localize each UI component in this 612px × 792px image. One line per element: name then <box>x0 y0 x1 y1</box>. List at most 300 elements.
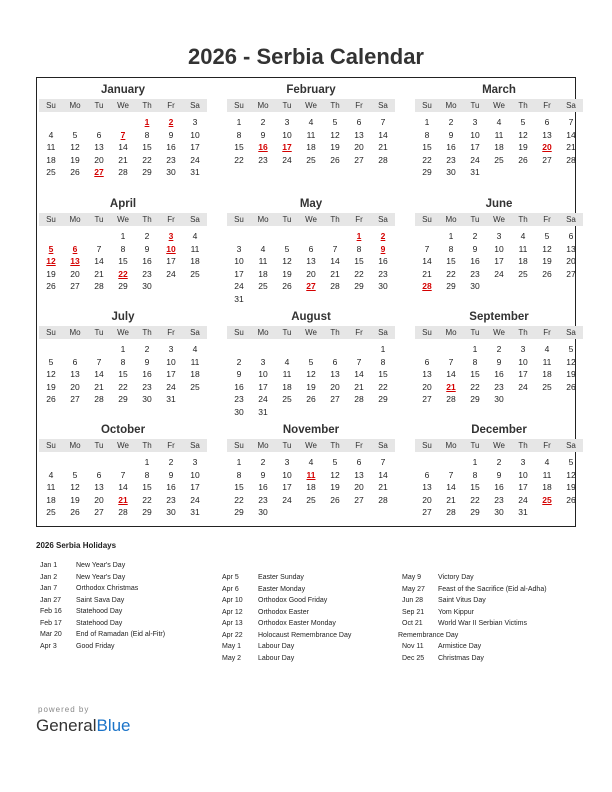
day-cell: 8 <box>120 356 126 367</box>
day-cell: 2 <box>260 117 266 127</box>
day-cell: 26 <box>46 394 56 404</box>
day-cell: 9 <box>168 129 174 140</box>
holiday-name: End of Ramadan (Eid al-Fitr) <box>76 631 166 638</box>
holiday-date: Mar 20 <box>40 631 62 638</box>
day-cell: 29 <box>118 281 128 291</box>
day-cell: 3 <box>236 243 242 254</box>
weekday-label: Th <box>142 328 152 337</box>
day-cell: 30 <box>470 281 480 291</box>
day-cell: 26 <box>566 381 576 392</box>
day-cell: 16 <box>142 369 152 379</box>
day-cell: 5 <box>332 457 338 467</box>
weekday-label: Fr <box>167 101 175 110</box>
weekday-label: Mo <box>445 328 457 337</box>
day-cell: 22 <box>470 494 480 505</box>
day-cell: 27 <box>542 154 552 165</box>
day-cell: 6 <box>424 356 430 367</box>
day-cell: 12 <box>566 469 576 480</box>
weekday-label: Tu <box>470 101 480 110</box>
day-cell: 23 <box>166 154 176 165</box>
day-cell: 5 <box>48 356 54 367</box>
day-cell: 26 <box>282 281 292 291</box>
day-cell: 17 <box>518 482 528 492</box>
day-cell: 4 <box>544 344 550 354</box>
day-cell: 24 <box>258 394 268 404</box>
weekday-label: We <box>117 215 129 224</box>
day-cell: 1 <box>380 344 386 354</box>
day-cell: 2 <box>260 457 266 467</box>
holiday-name: Saint Sava Day <box>76 596 125 604</box>
day-cell: 20 <box>354 482 364 492</box>
day-cell: 1 <box>448 231 454 241</box>
month-name: June <box>485 198 513 210</box>
weekday-label: We <box>493 441 505 450</box>
weekday-label: Mo <box>257 441 269 450</box>
weekday-label: Su <box>46 215 56 224</box>
day-cell: 5 <box>72 129 78 140</box>
weekday-label: Sa <box>566 441 576 450</box>
day-cell: 26 <box>542 268 552 279</box>
day-cell: 23 <box>258 154 268 165</box>
day-cell: 31 <box>234 293 244 304</box>
day-cell: 25 <box>306 154 316 165</box>
day-cell: 19 <box>330 482 340 492</box>
day-cell: 21 <box>566 142 576 152</box>
day-cell: 17 <box>190 142 200 152</box>
day-cell: 15 <box>234 142 244 152</box>
day-cell: 15 <box>422 142 432 152</box>
day-cell: 27 <box>354 494 364 505</box>
holiday-day-cell: 20 <box>542 142 552 152</box>
day-cell: 18 <box>190 369 200 379</box>
weekday-label: Sa <box>566 101 576 110</box>
day-cell: 8 <box>120 243 126 254</box>
weekday-header <box>415 213 583 226</box>
day-cell: 14 <box>446 482 456 492</box>
day-cell: 24 <box>282 154 292 165</box>
day-cell: 22 <box>118 381 128 392</box>
weekday-label: We <box>305 441 317 450</box>
day-cell: 11 <box>542 356 552 367</box>
month-name: October <box>100 424 146 436</box>
weekday-label: Sa <box>378 101 388 110</box>
day-cell: 25 <box>46 167 56 177</box>
holiday-name: Orthodox Easter Monday <box>258 620 336 627</box>
holiday-name: Easter Monday <box>258 585 306 593</box>
day-cell: 24 <box>234 281 244 291</box>
holiday-date: May 9 <box>402 574 422 581</box>
day-cell: 12 <box>330 129 340 140</box>
holiday-date: Jan 2 <box>40 573 58 581</box>
day-cell: 26 <box>518 154 528 165</box>
day-cell: 2 <box>144 344 150 354</box>
holiday-name: Christmas Day <box>438 654 484 662</box>
day-cell: 15 <box>446 256 456 266</box>
month-december <box>415 418 583 530</box>
day-cell: 18 <box>542 482 552 492</box>
day-cell: 25 <box>494 154 504 165</box>
day-cell: 11 <box>494 129 504 140</box>
day-cell: 29 <box>234 507 244 517</box>
day-cell: 8 <box>424 129 430 140</box>
day-cell: 3 <box>192 457 198 467</box>
day-cell: 11 <box>518 243 528 254</box>
weekday-label: Su <box>422 215 432 224</box>
day-cell: 9 <box>144 243 150 254</box>
day-cell: 14 <box>118 142 128 152</box>
weekday-label: Th <box>518 215 528 224</box>
holiday-day-cell: 3 <box>168 231 174 241</box>
day-cell: 19 <box>46 381 56 392</box>
day-cell: 22 <box>234 494 244 505</box>
weekday-header <box>227 326 395 339</box>
day-cell: 3 <box>472 117 478 127</box>
day-cell: 23 <box>494 381 504 392</box>
day-cell: 23 <box>142 381 152 392</box>
day-cell: 13 <box>354 129 364 140</box>
weekday-label: Mo <box>257 215 269 224</box>
day-cell: 17 <box>166 256 176 266</box>
day-cell: 23 <box>166 494 176 505</box>
day-cell: 27 <box>330 394 340 404</box>
holiday-day-cell: 1 <box>356 231 362 241</box>
day-cell: 20 <box>422 494 432 505</box>
day-cell: 2 <box>472 231 478 241</box>
day-cell: 11 <box>542 469 552 480</box>
holiday-day-cell: 21 <box>118 494 128 505</box>
day-cell: 21 <box>94 268 104 279</box>
weekday-label: We <box>493 215 505 224</box>
holiday-name: Statehood Day <box>76 619 123 627</box>
holiday-day-cell: 2 <box>380 231 386 241</box>
day-cell: 16 <box>378 256 388 266</box>
day-cell: 25 <box>542 381 552 392</box>
month-november <box>227 418 395 530</box>
day-cell: 28 <box>378 494 388 505</box>
day-cell: 12 <box>282 256 292 266</box>
day-cell: 16 <box>142 256 152 266</box>
day-cell: 22 <box>142 494 152 505</box>
weekday-label: Sa <box>378 441 388 450</box>
logo-general-text: General <box>36 716 97 735</box>
day-cell: 30 <box>234 406 244 417</box>
day-cell: 20 <box>70 268 80 279</box>
month-name: December <box>471 424 527 436</box>
month-name: September <box>469 311 529 323</box>
weekday-label: Fr <box>543 101 551 110</box>
day-cell: 18 <box>282 381 292 392</box>
generalblue-logo[interactable] <box>36 716 131 736</box>
day-cell: 8 <box>448 243 454 254</box>
day-cell: 20 <box>306 268 316 279</box>
day-cell: 25 <box>306 494 316 505</box>
day-cell: 3 <box>520 344 526 354</box>
day-cell: 6 <box>356 117 362 127</box>
holiday-day-cell: 5 <box>48 243 54 254</box>
day-cell: 23 <box>258 494 268 505</box>
day-cell: 6 <box>544 117 550 127</box>
weekday-label: We <box>117 441 129 450</box>
day-cell: 14 <box>94 256 104 266</box>
day-cell: 30 <box>378 281 388 291</box>
day-cell: 29 <box>378 394 388 404</box>
day-cell: 13 <box>566 243 576 254</box>
day-cell: 22 <box>470 381 480 392</box>
day-cell: 31 <box>190 167 200 177</box>
day-cell: 18 <box>518 256 528 266</box>
day-cell: 19 <box>282 268 292 279</box>
month-february <box>227 78 395 190</box>
weekday-label: Sa <box>190 101 200 110</box>
weekday-label: Mo <box>257 328 269 337</box>
day-cell: 7 <box>424 243 430 254</box>
weekday-label: Su <box>46 441 56 450</box>
holiday-day-cell: 11 <box>306 469 316 480</box>
holiday-name: Yom Kippur <box>438 608 474 616</box>
month-name: August <box>291 311 331 323</box>
holiday-name: Orthodox Christmas <box>76 585 139 592</box>
holiday-date: Apr 13 <box>222 620 243 627</box>
month-name: May <box>299 198 323 210</box>
day-cell: 17 <box>282 482 292 492</box>
day-cell: 17 <box>190 482 200 492</box>
day-cell: 10 <box>494 243 504 254</box>
day-cell: 22 <box>354 268 364 279</box>
day-cell: 26 <box>70 507 80 517</box>
day-cell: 2 <box>496 457 502 467</box>
day-cell: 10 <box>518 469 528 480</box>
day-cell: 17 <box>166 369 176 379</box>
day-cell: 10 <box>282 129 292 140</box>
day-cell: 18 <box>494 142 504 152</box>
day-cell: 4 <box>520 231 526 241</box>
holiday-name: Armistice Day <box>438 643 482 650</box>
holiday-date: Feb 16 <box>40 608 62 615</box>
day-cell: 8 <box>144 469 150 480</box>
day-cell: 29 <box>354 281 364 291</box>
day-cell: 6 <box>356 457 362 467</box>
weekday-label: Sa <box>566 215 576 224</box>
weekday-label: Th <box>518 441 528 450</box>
weekday-label: Fr <box>167 441 175 450</box>
day-cell: 5 <box>72 469 78 480</box>
day-cell: 2 <box>168 457 174 467</box>
day-cell: 29 <box>422 167 432 177</box>
day-cell: 12 <box>306 369 316 379</box>
weekday-label: Th <box>518 328 528 337</box>
day-cell: 13 <box>422 369 432 379</box>
holiday-name: Orthodox Easter <box>258 608 309 616</box>
day-cell: 30 <box>446 167 456 177</box>
day-cell: 31 <box>190 507 200 517</box>
day-cell: 18 <box>542 369 552 379</box>
day-cell: 26 <box>330 154 340 165</box>
weekday-header <box>415 326 583 339</box>
day-cell: 27 <box>566 268 576 279</box>
weekday-label: Tu <box>470 441 480 450</box>
holidays-heading: 2026 Serbia Holidays <box>36 541 117 550</box>
day-cell: 10 <box>518 356 528 367</box>
day-cell: 12 <box>566 356 576 367</box>
day-cell: 4 <box>48 469 54 480</box>
weekday-label: Sa <box>190 441 200 450</box>
day-cell: 13 <box>542 129 552 140</box>
day-cell: 10 <box>190 469 200 480</box>
weekday-label: Tu <box>470 215 480 224</box>
weekday-label: Tu <box>94 215 104 224</box>
day-cell: 30 <box>166 167 176 177</box>
holiday-date: Apr 5 <box>222 574 239 581</box>
month-january <box>39 78 207 190</box>
day-cell: 28 <box>118 507 128 517</box>
day-cell: 22 <box>422 154 432 165</box>
day-cell: 19 <box>330 142 340 152</box>
day-cell: 4 <box>192 231 198 241</box>
weekday-label: Sa <box>190 215 200 224</box>
day-cell: 8 <box>144 129 150 140</box>
day-cell: 14 <box>118 482 128 492</box>
calendar-grid <box>36 77 576 527</box>
weekday-label: Fr <box>543 441 551 450</box>
holiday-date: Jan 1 <box>40 562 58 569</box>
day-cell: 4 <box>308 117 314 127</box>
month-name: July <box>111 311 135 323</box>
day-cell: 26 <box>330 494 340 505</box>
day-cell: 29 <box>470 507 480 517</box>
day-cell: 4 <box>308 457 314 467</box>
weekday-label: Tu <box>282 328 292 337</box>
weekday-label: Th <box>142 101 152 110</box>
day-cell: 7 <box>96 243 102 254</box>
day-cell: 28 <box>446 394 456 404</box>
day-cell: 12 <box>70 142 80 152</box>
day-cell: 24 <box>166 268 176 279</box>
day-cell: 16 <box>470 256 480 266</box>
holiday-name: Easter Sunday <box>258 574 304 581</box>
day-cell: 14 <box>354 369 364 379</box>
day-cell: 3 <box>520 457 526 467</box>
weekday-header <box>39 326 207 339</box>
month-name: March <box>482 84 516 96</box>
weekday-label: Mo <box>445 441 457 450</box>
day-cell: 20 <box>94 154 104 165</box>
weekday-header <box>227 213 395 226</box>
month-september <box>415 305 583 417</box>
day-cell: 7 <box>120 469 126 480</box>
month-name: January <box>100 84 146 96</box>
day-cell: 16 <box>166 142 176 152</box>
day-cell: 31 <box>166 394 176 404</box>
day-cell: 9 <box>260 129 266 140</box>
day-cell: 9 <box>260 469 266 480</box>
day-cell: 15 <box>470 482 480 492</box>
holiday-name: Saint Vitus Day <box>438 597 486 604</box>
day-cell: 20 <box>422 381 432 392</box>
weekday-label: Mo <box>69 441 81 450</box>
day-cell: 20 <box>566 256 576 266</box>
day-cell: 15 <box>378 369 388 379</box>
holiday-day-cell: 10 <box>166 243 176 254</box>
weekday-label: Mo <box>257 101 269 110</box>
day-cell: 4 <box>48 129 54 140</box>
weekday-label: Tu <box>94 441 104 450</box>
day-cell: 8 <box>472 469 478 480</box>
day-cell: 21 <box>446 494 456 505</box>
holiday-name: Labour Day <box>258 654 295 662</box>
day-cell: 9 <box>472 243 478 254</box>
weekday-label: Su <box>234 215 244 224</box>
day-cell: 6 <box>568 231 574 241</box>
day-cell: 23 <box>234 394 244 404</box>
day-cell: 16 <box>166 482 176 492</box>
weekday-label: Fr <box>167 215 175 224</box>
day-cell: 19 <box>566 369 576 379</box>
day-cell: 21 <box>422 268 432 279</box>
holiday-date: Feb 17 <box>40 619 62 627</box>
day-cell: 28 <box>330 281 340 291</box>
holiday-day-cell: 27 <box>94 167 104 177</box>
weekday-label: We <box>117 328 129 337</box>
day-cell: 29 <box>446 281 456 291</box>
day-cell: 18 <box>46 154 56 165</box>
day-cell: 14 <box>378 469 388 480</box>
day-cell: 21 <box>118 154 128 165</box>
day-cell: 14 <box>378 129 388 140</box>
weekday-label: Tu <box>470 328 480 337</box>
day-cell: 2 <box>496 344 502 354</box>
day-cell: 25 <box>518 268 528 279</box>
holiday-date: Jun 28 <box>402 597 424 604</box>
day-cell: 24 <box>190 494 200 505</box>
weekday-label: Mo <box>445 101 457 110</box>
day-cell: 19 <box>70 494 80 505</box>
day-cell: 14 <box>566 129 576 140</box>
day-cell: 28 <box>566 154 576 165</box>
day-cell: 24 <box>470 154 480 165</box>
day-cell: 19 <box>566 482 576 492</box>
day-cell: 28 <box>94 394 104 404</box>
day-cell: 3 <box>284 457 290 467</box>
day-cell: 13 <box>94 142 104 152</box>
weekday-label: Sa <box>378 215 388 224</box>
day-cell: 20 <box>330 381 340 392</box>
day-cell: 4 <box>496 117 502 127</box>
day-cell: 27 <box>422 507 432 517</box>
day-cell: 20 <box>354 142 364 152</box>
weekday-header <box>227 439 395 452</box>
day-cell: 1 <box>144 457 150 467</box>
weekday-label: Mo <box>69 328 81 337</box>
holiday-day-cell: 13 <box>70 256 80 266</box>
day-cell: 24 <box>518 494 528 505</box>
day-cell: 11 <box>46 482 56 492</box>
holiday-name: New Year's Day <box>76 562 126 569</box>
day-cell: 1 <box>120 231 126 241</box>
weekday-label: Th <box>330 215 340 224</box>
day-cell: 15 <box>118 256 128 266</box>
day-cell: 21 <box>378 142 388 152</box>
holiday-name: Holocaust Remembrance Day <box>258 631 352 639</box>
day-cell: 19 <box>70 154 80 165</box>
day-cell: 24 <box>190 154 200 165</box>
day-cell: 13 <box>94 482 104 492</box>
day-cell: 4 <box>544 457 550 467</box>
day-cell: 18 <box>258 268 268 279</box>
day-cell: 16 <box>234 381 244 392</box>
day-cell: 18 <box>306 482 316 492</box>
day-cell: 21 <box>330 268 340 279</box>
day-cell: 10 <box>470 129 480 140</box>
